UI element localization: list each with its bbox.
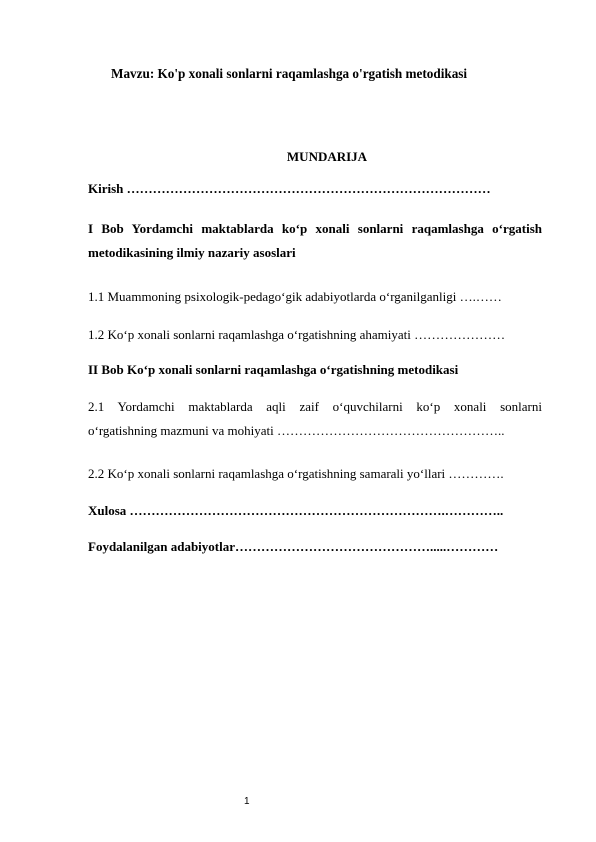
- toc-entry-chapter-1: [88, 217, 542, 265]
- document-topic: Mavzu: Ko'p xonali sonlarni raqamlashga o'rgatish metodikasi: [111, 66, 468, 81]
- contents-heading: MUNDARIJA: [286, 149, 368, 164]
- toc-entry-references: Foydalanilgan adabiyotlar……………………………………….....…………: [88, 539, 499, 554]
- toc-entry-section-2-2: 2.2 Ko‘p xonali sonlarni raqamlashga o‘rgatishning samarali yo‘llari ………….: [88, 466, 504, 481]
- toc-entry-section-1-1: 1.1 Muammoning psixologik-pedagо‘gik adabiyotlarda o‘rganilganligi ….……: [88, 289, 502, 304]
- page-number: 1: [244, 796, 250, 807]
- toc-entry-conclusion: Xulosa ……………………………………………………………….…………..: [88, 503, 504, 518]
- toc-entry-section-2-1-line-2: o‘rgatishning mazmuni va mohiyati ……………………………………………..: [88, 423, 505, 438]
- toc-entry-chapter-1-line-1: I Bob Yordamchi maktablarda ko‘p xonali sonlarni raqamlashga o‘rgatish: [88, 221, 542, 236]
- toc-entry-section-1-2: 1.2 Ko‘p xonali sonlarni raqamlashga o‘rgatishning ahamiyati …………………: [88, 327, 506, 342]
- toc-entry-chapter-1-line-2: metodikasining ilmiy nazariy asoslari: [88, 245, 296, 260]
- toc-entry-section-2-1: [88, 395, 542, 443]
- toc-entry-chapter-2: II Bob Ko‘p xonali sonlarni raqamlashga o‘rgatishning metodikasi: [88, 362, 459, 377]
- toc-entry-intro: Kirish …………………………………………………………………………: [88, 181, 491, 196]
- toc-entry-section-2-1-line-1: 2.1 Yordamchi maktablarda aqli zaif o‘quvchilarni ko‘p xonali sonlarni: [88, 399, 542, 414]
